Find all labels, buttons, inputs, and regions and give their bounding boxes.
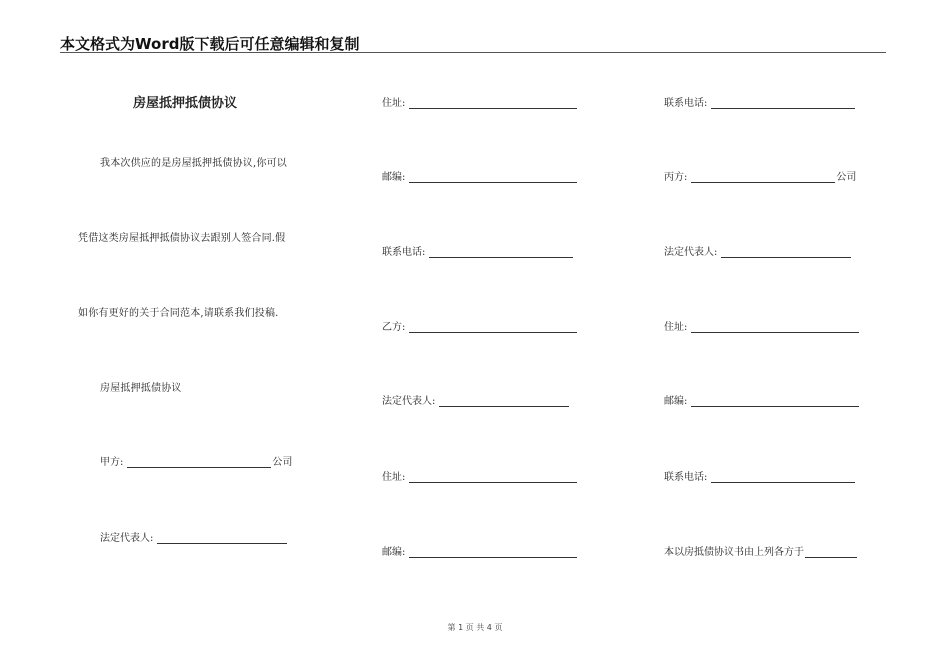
party-b-legal-rep-label: 法定代表人:	[382, 396, 436, 407]
party-b-address-blank[interactable]	[409, 471, 577, 483]
party-b-postcode-field	[382, 543, 577, 558]
party-a-legal-rep-field	[100, 529, 287, 544]
party-a-postcode-field	[382, 168, 577, 183]
header-divider	[60, 52, 886, 53]
intro-line-3: 如你有更好的关于合同范本,请联系我们投稿.	[78, 308, 279, 319]
party-a-phone-label: 联系电话:	[382, 247, 426, 258]
party-c-postcode-field	[664, 392, 859, 407]
party-a-field	[100, 453, 292, 468]
document-header: 本文格式为Word版下载后可任意编辑和复制	[60, 35, 360, 53]
party-c-suffix: 公司	[836, 172, 857, 183]
document-title: 房屋抵押抵债协议	[133, 96, 238, 111]
party-c-address-field	[664, 318, 859, 333]
party-c-legal-rep-field	[664, 243, 851, 258]
party-a-phone-field	[382, 243, 573, 258]
page-footer: 第 1 页 共 4 页	[447, 623, 503, 632]
party-c-legal-rep-label: 法定代表人:	[664, 247, 718, 258]
party-b-phone-label: 联系电话:	[664, 98, 708, 109]
party-a-postcode-blank[interactable]	[409, 171, 577, 183]
party-b-phone-field	[664, 94, 855, 109]
party-c-postcode-blank[interactable]	[691, 395, 859, 407]
party-a-label: 甲方:	[100, 457, 124, 468]
party-c-label: 丙方:	[664, 172, 688, 183]
party-c-postcode-label: 邮编:	[664, 396, 688, 407]
party-a-postcode-label: 邮编:	[382, 172, 406, 183]
party-a-blank[interactable]	[127, 456, 271, 468]
intro-line-1: 我本次供应的是房屋抵押抵债协议,你可以	[100, 158, 287, 169]
closing-text: 本以房抵债协议书由上列各方于	[664, 547, 804, 558]
intro-line-2: 凭借这类房屋抵押抵债协议去跟别人签合同.假	[78, 233, 286, 244]
agreement-subtitle: 房屋抵押抵债协议	[100, 383, 182, 394]
party-c-phone-label: 联系电话:	[664, 472, 708, 483]
party-b-phone-blank[interactable]	[711, 97, 855, 109]
party-b-legal-rep-blank[interactable]	[439, 395, 569, 407]
party-a-legal-rep-blank[interactable]	[157, 532, 287, 544]
party-b-field	[382, 318, 577, 333]
party-a-address-blank[interactable]	[409, 97, 577, 109]
party-c-field	[664, 168, 856, 183]
party-c-blank[interactable]	[691, 171, 835, 183]
closing-statement	[664, 543, 857, 558]
party-b-postcode-label: 邮编:	[382, 547, 406, 558]
party-b-address-field	[382, 468, 577, 483]
party-b-blank[interactable]	[409, 321, 577, 333]
party-b-address-label: 住址:	[382, 472, 406, 483]
party-b-postcode-blank[interactable]	[409, 546, 577, 558]
party-c-phone-blank[interactable]	[711, 471, 855, 483]
party-c-phone-field	[664, 468, 855, 483]
party-c-legal-rep-blank[interactable]	[721, 246, 851, 258]
party-c-address-label: 住址:	[664, 322, 688, 333]
party-a-address-field	[382, 94, 577, 109]
party-b-legal-rep-field	[382, 392, 569, 407]
party-a-address-label: 住址:	[382, 98, 406, 109]
party-c-address-blank[interactable]	[691, 321, 859, 333]
party-a-suffix: 公司	[272, 457, 293, 468]
party-a-phone-blank[interactable]	[429, 246, 573, 258]
party-b-label: 乙方:	[382, 322, 406, 333]
party-a-legal-rep-label: 法定代表人:	[100, 533, 154, 544]
closing-date-blank[interactable]	[805, 546, 857, 558]
